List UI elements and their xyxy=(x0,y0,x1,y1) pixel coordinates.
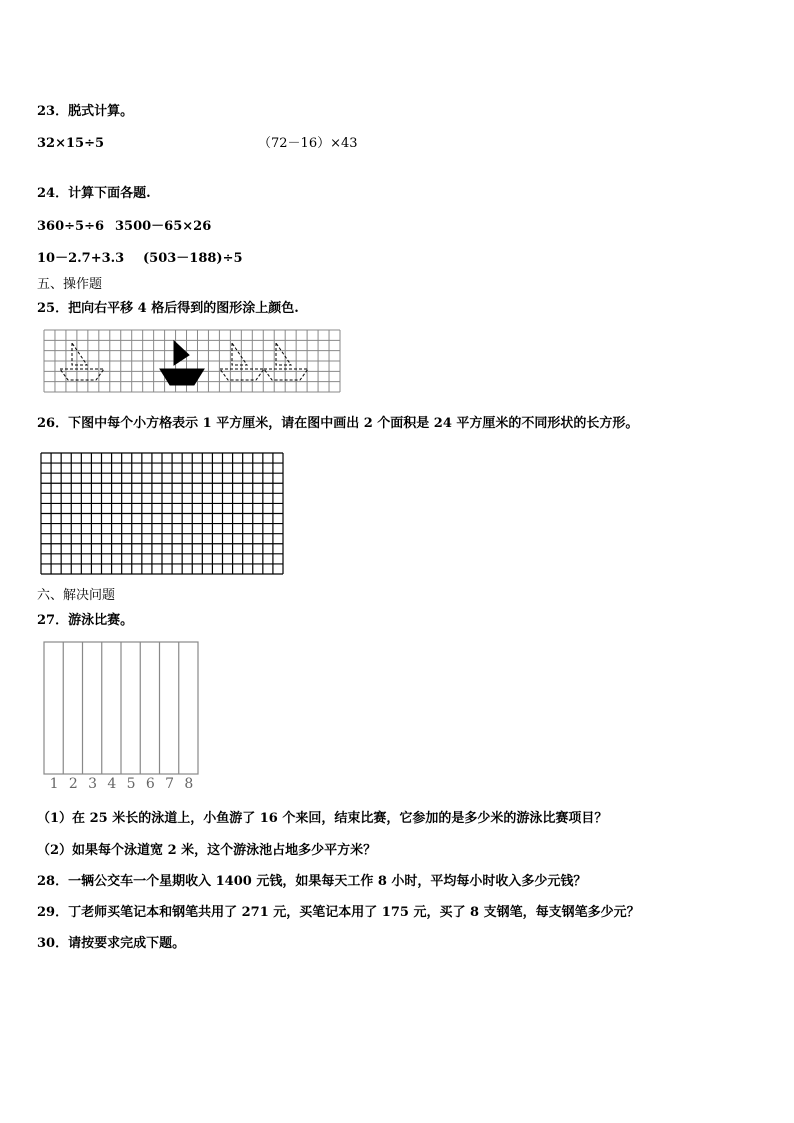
q27-title: 27．游泳比赛。 xyxy=(37,613,134,628)
q26-title: 26．下图中每个小方格表示 1 平方厘米，请在图中画出 2 个面积是 24 平方厘米的不同形状的长方形。 xyxy=(37,416,639,431)
lane-number: 5 xyxy=(126,776,136,792)
q29-title: 29．丁老师买笔记本和钢笔共用了 271 元，买笔记本用了 175 元，买了 8 支钢笔，每支钢笔多少元？ xyxy=(37,905,640,920)
q24-expr2: 3500－65×26 xyxy=(115,219,212,234)
q27-sub2: （2）如果每个泳道宽 2 米，这个游泳池占地多少平方米？ xyxy=(37,843,377,858)
q25-translation-grid xyxy=(42,329,342,393)
dashed-sail-1 xyxy=(72,343,87,365)
q23-title: 23．脱式计算。 xyxy=(37,104,134,119)
dashed-sail-4 xyxy=(276,343,291,365)
q25-title: 25．把向右平移 4 格后得到的图形涂上颜色. xyxy=(37,301,299,316)
lane-number: 6 xyxy=(145,776,155,792)
dashed-sail-3 xyxy=(232,343,247,365)
q23-expr1: 32×15÷5 xyxy=(37,136,105,151)
lane-number: 4 xyxy=(107,776,117,792)
q27-sub1: （1）在 25 米长的泳道上，小鱼游了 16 个来回，结束比赛，它参加的是多少米的游泳比赛项目？ xyxy=(37,811,608,826)
lane-number: 2 xyxy=(68,776,78,792)
dashed-hull-4 xyxy=(264,369,308,380)
section-6-heading: 六、解决问题 xyxy=(37,588,116,603)
q24-expr3: 10－2.7+3.3 xyxy=(37,251,125,266)
lane-number: 3 xyxy=(88,776,98,792)
dashed-hull-3 xyxy=(220,369,264,380)
q30-title: 30．请按要求完成下题。 xyxy=(37,936,186,951)
lane-number: 1 xyxy=(49,776,59,792)
q23-expr2: （72－16）×43 xyxy=(258,136,358,151)
dashed-hull-1 xyxy=(60,369,104,380)
q24-title: 24．计算下面各题. xyxy=(37,186,151,201)
q24-expr1: 360÷5÷6 xyxy=(37,219,105,234)
q28-title: 28．一辆公交车一个星期收入 1400 元钱，如果每天工作 8 小时，平均每小时收入多少元钱？ xyxy=(37,874,587,889)
lane-number: 7 xyxy=(165,776,175,792)
section-5-heading: 五、操作题 xyxy=(37,277,103,292)
q26-square-grid[interactable] xyxy=(40,452,285,576)
swimming-pool-diagram xyxy=(42,640,200,776)
lane-number: 8 xyxy=(184,776,194,792)
q24-expr4: (503－188)÷5 xyxy=(143,251,243,266)
